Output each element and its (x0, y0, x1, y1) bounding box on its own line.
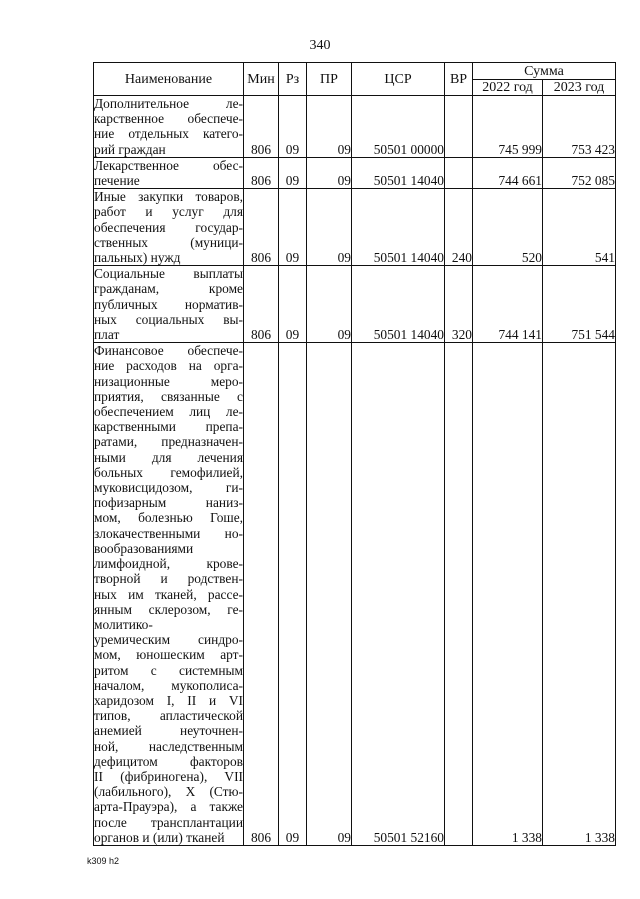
cell-min: 806 (244, 266, 279, 343)
table-row (94, 96, 616, 158)
cell-y2022: 1 338 (473, 343, 543, 846)
row-name (94, 96, 244, 158)
cell-pr: 09 (307, 189, 352, 266)
row-name-line: ных социальных вы- (94, 311, 243, 327)
cell-y2022: 745 999 (473, 96, 543, 158)
row-name-line: анемией неуточнен- (94, 723, 243, 739)
row-name (94, 157, 244, 188)
row-name-line: после трансплантации (94, 814, 243, 830)
row-name-line: злокачественными но- (94, 525, 243, 541)
row-name-line: Финансовое обеспече- (94, 343, 243, 359)
row-name-line: началом, мукополиса- (94, 677, 243, 693)
row-name-line: гражданам, кроме (94, 281, 243, 297)
cell-rz: 09 (279, 189, 307, 266)
cell-y2023: 753 423 (543, 96, 616, 158)
page-number: 340 (309, 38, 331, 53)
table-row (94, 343, 616, 846)
row-name-line: молитико- (94, 616, 153, 632)
row-name-line: II (фибриногена), VII (94, 768, 243, 784)
header-year-2023: 2023 год (543, 80, 616, 96)
row-name-line: публичных норматив- (94, 296, 243, 312)
header-csr: ЦСР (352, 63, 445, 96)
row-name-line: работ и услуг для (94, 204, 243, 220)
cell-csr: 50501 14040 (352, 266, 445, 343)
footer-code: k309 h2 (87, 856, 120, 866)
cell-csr: 50501 52160 (352, 343, 445, 846)
header-pr: ПР (307, 63, 352, 96)
cell-y2023: 751 544 (543, 266, 616, 343)
row-name-line: обеспечением лиц ле- (94, 404, 243, 420)
cell-rz: 09 (279, 266, 307, 343)
cell-y2023: 1 338 (543, 343, 616, 846)
row-name (94, 343, 244, 846)
row-name-line: ритом с системным (94, 662, 243, 678)
row-name-line: карственными препа- (94, 419, 243, 435)
row-name-line: уремическим синдро- (94, 632, 243, 648)
row-name-line: рий граждан (94, 141, 166, 157)
row-name (94, 189, 244, 266)
cell-vr (445, 96, 473, 158)
row-name-line: Дополнительное ле- (94, 96, 243, 111)
row-name-line: творной и родствен- (94, 571, 243, 587)
row-name-line: мом, болезнью Гоше, (94, 510, 243, 526)
row-name-line: ние расходов на орга- (94, 358, 243, 374)
cell-min: 806 (244, 157, 279, 188)
row-name-line: пофизарным наниз- (94, 495, 243, 511)
row-name-line: низационные меро- (94, 373, 243, 389)
row-name-line: ными для лечения (94, 449, 243, 465)
cell-pr: 09 (307, 96, 352, 158)
row-name-line: вообразованиями (94, 540, 194, 556)
cell-y2022: 520 (473, 189, 543, 266)
cell-y2023: 752 085 (543, 157, 616, 188)
cell-rz: 09 (279, 343, 307, 846)
cell-csr: 50501 00000 (352, 96, 445, 158)
row-name-line: Иные закупки товаров, (94, 189, 243, 205)
cell-pr: 09 (307, 266, 352, 343)
row-name-line: ние отдельных катего- (94, 126, 243, 142)
row-name-line: муковисцидозом, ги- (94, 480, 243, 496)
row-name-line: ных им тканей, рассе- (94, 586, 243, 602)
header-year-2022: 2022 год (473, 80, 543, 96)
row-name-line: дефицитом факторов (94, 753, 243, 769)
row-name-line: (лабильного), X (Стю- (94, 784, 243, 800)
header-rz: Рз (279, 63, 307, 96)
row-name-line: пальных) нужд (94, 250, 181, 266)
cell-csr: 50501 14040 (352, 157, 445, 188)
row-name-line: обеспечения государ- (94, 219, 243, 235)
header-min: Мин (244, 63, 279, 96)
row-name-line: приятия, связанные с (94, 388, 243, 404)
row-name-line: харидозом I, II и VI (94, 692, 243, 708)
cell-rz: 09 (279, 157, 307, 188)
row-name-line: лимфоидной, крове- (94, 556, 243, 572)
cell-y2022: 744 661 (473, 157, 543, 188)
cell-y2022: 744 141 (473, 266, 543, 343)
row-name-line: ратами, предназначен- (94, 434, 243, 450)
row-name-line: ной, наследственным (94, 738, 243, 754)
table-row (94, 266, 616, 343)
row-name-line: арта-Прауэра), а также (94, 799, 243, 815)
row-name-line: мом, юношеским арт- (94, 647, 243, 663)
cell-min: 806 (244, 343, 279, 846)
row-name-line: типов, апластической (94, 708, 243, 724)
table-row (94, 189, 616, 266)
row-name (94, 266, 244, 343)
cell-pr: 09 (307, 157, 352, 188)
row-name-line: органов и (или) тканей (94, 829, 225, 845)
cell-vr: 240 (445, 189, 473, 266)
cell-y2023: 541 (543, 189, 616, 266)
row-name-line: карственное обеспече- (94, 111, 243, 127)
cell-csr: 50501 14040 (352, 189, 445, 266)
cell-pr: 09 (307, 343, 352, 846)
header-name: Наименование (94, 63, 244, 96)
budget-table (93, 62, 616, 846)
row-name-line: янным склерозом, ге- (94, 601, 243, 617)
cell-min: 806 (244, 189, 279, 266)
row-name-line: ственных (муници- (94, 234, 243, 250)
row-name-line: больных гемофилией, (94, 464, 243, 480)
row-name-line: плат (94, 327, 120, 343)
table-row (94, 157, 616, 188)
cell-vr: 320 (445, 266, 473, 343)
row-name-line: Лекарственное обес- (94, 157, 243, 173)
row-name-line: печение (94, 173, 140, 189)
cell-vr (445, 343, 473, 846)
row-name-line: Социальные выплаты (94, 266, 243, 282)
header-vr: ВР (445, 63, 473, 96)
cell-vr (445, 157, 473, 188)
cell-rz: 09 (279, 96, 307, 158)
header-sum: Сумма (473, 63, 616, 80)
cell-min: 806 (244, 96, 279, 158)
